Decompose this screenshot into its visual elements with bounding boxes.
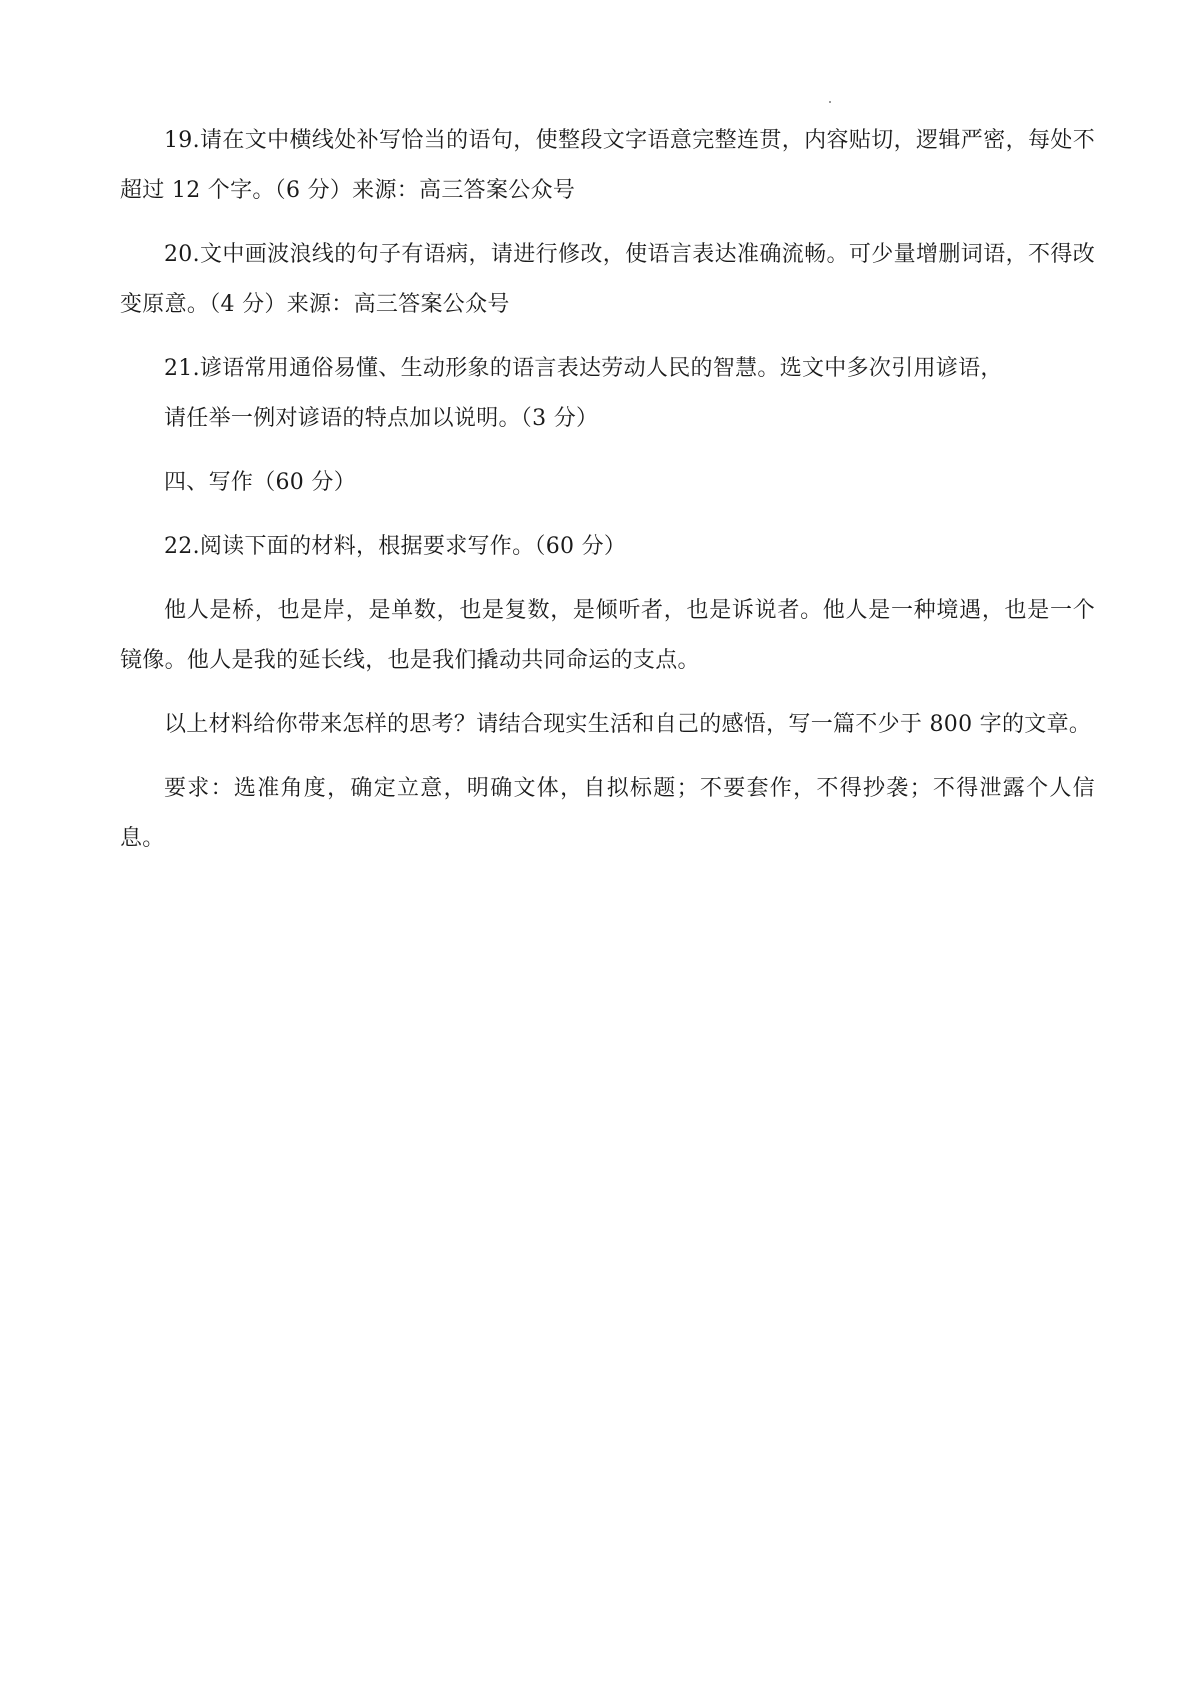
question-21 (120, 344, 1095, 444)
scan-speck (829, 101, 831, 103)
question-22-prompt: 22.阅读下面的材料，根据要求写作。（60 分） (164, 534, 627, 559)
writing-material: 他人是桥，也是岸，是单数，也是复数，是倾听者，也是诉说者。他人是一种境遇，也是一个镜像。他人是我的延长线，也是我们撬动共同命运的支点。 (120, 598, 1095, 673)
question-21-line-1: 21.谚语常用通俗易懂、生动形象的语言表达劳动人民的智慧。选文中多次引用谚语， (164, 356, 1003, 381)
section-heading-writing: 四、写作（60 分） (164, 470, 356, 495)
writing-question: 以上材料给你带来怎样的思考？请结合现实生活和自己的感悟，写一篇不少于 800 字的文章。 (164, 712, 1092, 737)
question-19: 19.请在文中横线处补写恰当的语句，使整段文字语意完整连贯，内容贴切，逻辑严密，每处不超过 12 个字。（6 分）来源：高三答案公众号 (120, 128, 1095, 203)
question-20: 20.文中画波浪线的句子有语病，请进行修改，使语言表达准确流畅。可少量增删词语，不得改变原意。（4 分）来源：高三答案公众号 (120, 242, 1095, 317)
question-21-line-2: 请任举一例对谚语的特点加以说明。（3 分） (164, 406, 599, 431)
writing-requirements: 要求：选准角度，确定立意，明确文体，自拟标题；不要套作，不得抄袭；不得泄露个人信息。 (120, 776, 1095, 851)
page-content (120, 116, 1095, 878)
